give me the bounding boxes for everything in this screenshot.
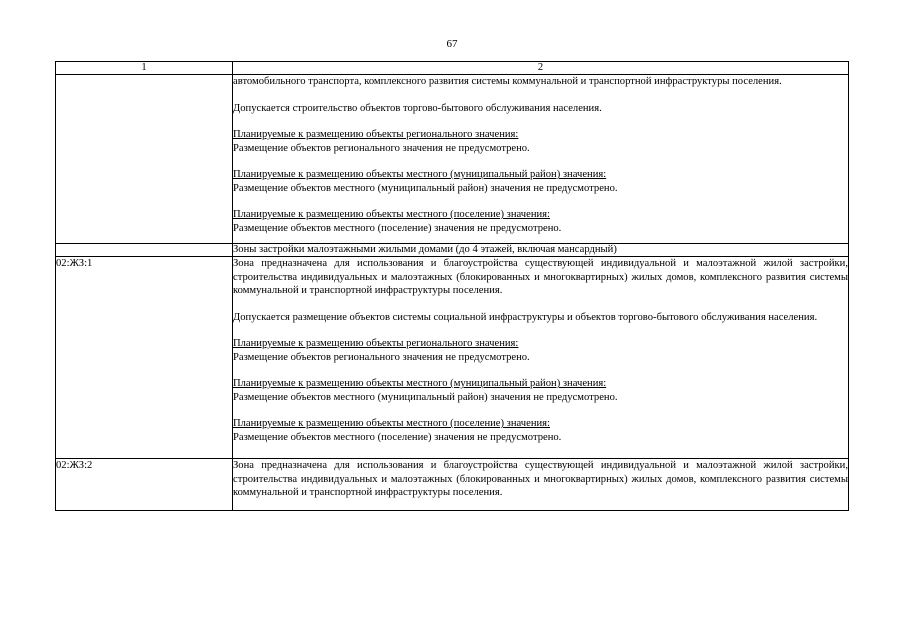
table-row — [56, 257, 849, 459]
description-block — [233, 377, 848, 404]
zone-code-cell — [56, 244, 233, 257]
section-heading: Планируемые к размещению объекты местного (поселение) значения: — [233, 209, 550, 220]
zone-description-cell — [233, 75, 849, 244]
header-row — [56, 62, 849, 75]
zone-code-cell — [56, 75, 233, 244]
paragraph: Размещение объектов местного (муниципальный район) значения не предусмотрено. — [233, 391, 618, 403]
paragraph: Допускается размещение объектов системы социальной инфраструктуры и объектов торгово-бытового обслуживания населения. — [233, 311, 818, 323]
paragraph: Размещение объектов регионального значения не предусмотрено. — [233, 351, 530, 363]
section-heading: Планируемые к размещению объекты регионального значения: — [233, 338, 519, 349]
description-block — [233, 257, 848, 298]
description-block — [233, 75, 848, 89]
zone-group-title: Зоны застройки малоэтажными жилыми домами (до 4 этажей, включая мансардный) — [233, 244, 849, 257]
paragraph: автомобильного транспорта, комплексного развития системы коммунальной и транспортной инфраструктуры поселения. — [233, 76, 782, 87]
paragraph: Допускается строительство объектов торгово-бытового обслуживания населения. — [233, 102, 602, 114]
description-block — [233, 102, 848, 116]
page-number: 67 — [446, 38, 458, 50]
description-block — [233, 311, 848, 325]
description-block — [233, 459, 848, 500]
zone-code-cell: 02:ЖЗ:1 — [56, 257, 233, 459]
paragraph: Размещение объектов местного (поселение) значения не предусмотрено. — [233, 222, 562, 234]
paragraph: Зона предназначена для использования и благоустройства существующей индивидуальной и малоэтажной жилой застройки, строительства индивидуальных и малоэтажных (блокированных и многоквартирных) жилых домов, комплексного развития системы коммунальной и транспортной инфраструктуры поселения. — [233, 258, 848, 296]
table-row-continuation — [56, 75, 849, 244]
section-heading: Планируемые к размещению объекты местного (муниципальный район) значения: — [233, 169, 607, 180]
description-block — [233, 208, 848, 235]
paragraph: Зона предназначена для использования и благоустройства существующей индивидуальной и малоэтажной жилой застройки, строительства индивидуальных и малоэтажных (блокированных и многоквартирных) жилых домов, комплексного развития системы коммунальной и транспортной инфраструктуры поселения. — [233, 460, 848, 498]
paragraph: Размещение объектов местного (поселение) значения не предусмотрено. — [233, 431, 562, 443]
column-header-2: 2 — [233, 62, 849, 75]
zoning-table — [55, 61, 849, 511]
zone-code-cell: 02:ЖЗ:2 — [56, 459, 233, 511]
zone-description-cell — [233, 459, 849, 511]
description-block — [233, 417, 848, 444]
description-block — [233, 128, 848, 155]
description-block — [233, 168, 848, 195]
section-heading: Планируемые к размещению объекты регионального значения: — [233, 129, 519, 140]
zone-description-cell — [233, 257, 849, 459]
paragraph: Размещение объектов регионального значения не предусмотрено. — [233, 142, 530, 154]
description-block — [233, 337, 848, 364]
paragraph: Размещение объектов местного (муниципальный район) значения не предусмотрено. — [233, 182, 618, 194]
zone-group-row — [56, 244, 849, 257]
table-row — [56, 459, 849, 511]
section-heading: Планируемые к размещению объекты местного (поселение) значения: — [233, 418, 550, 429]
column-header-1: 1 — [56, 62, 233, 75]
section-heading: Планируемые к размещению объекты местного (муниципальный район) значения: — [233, 378, 607, 389]
